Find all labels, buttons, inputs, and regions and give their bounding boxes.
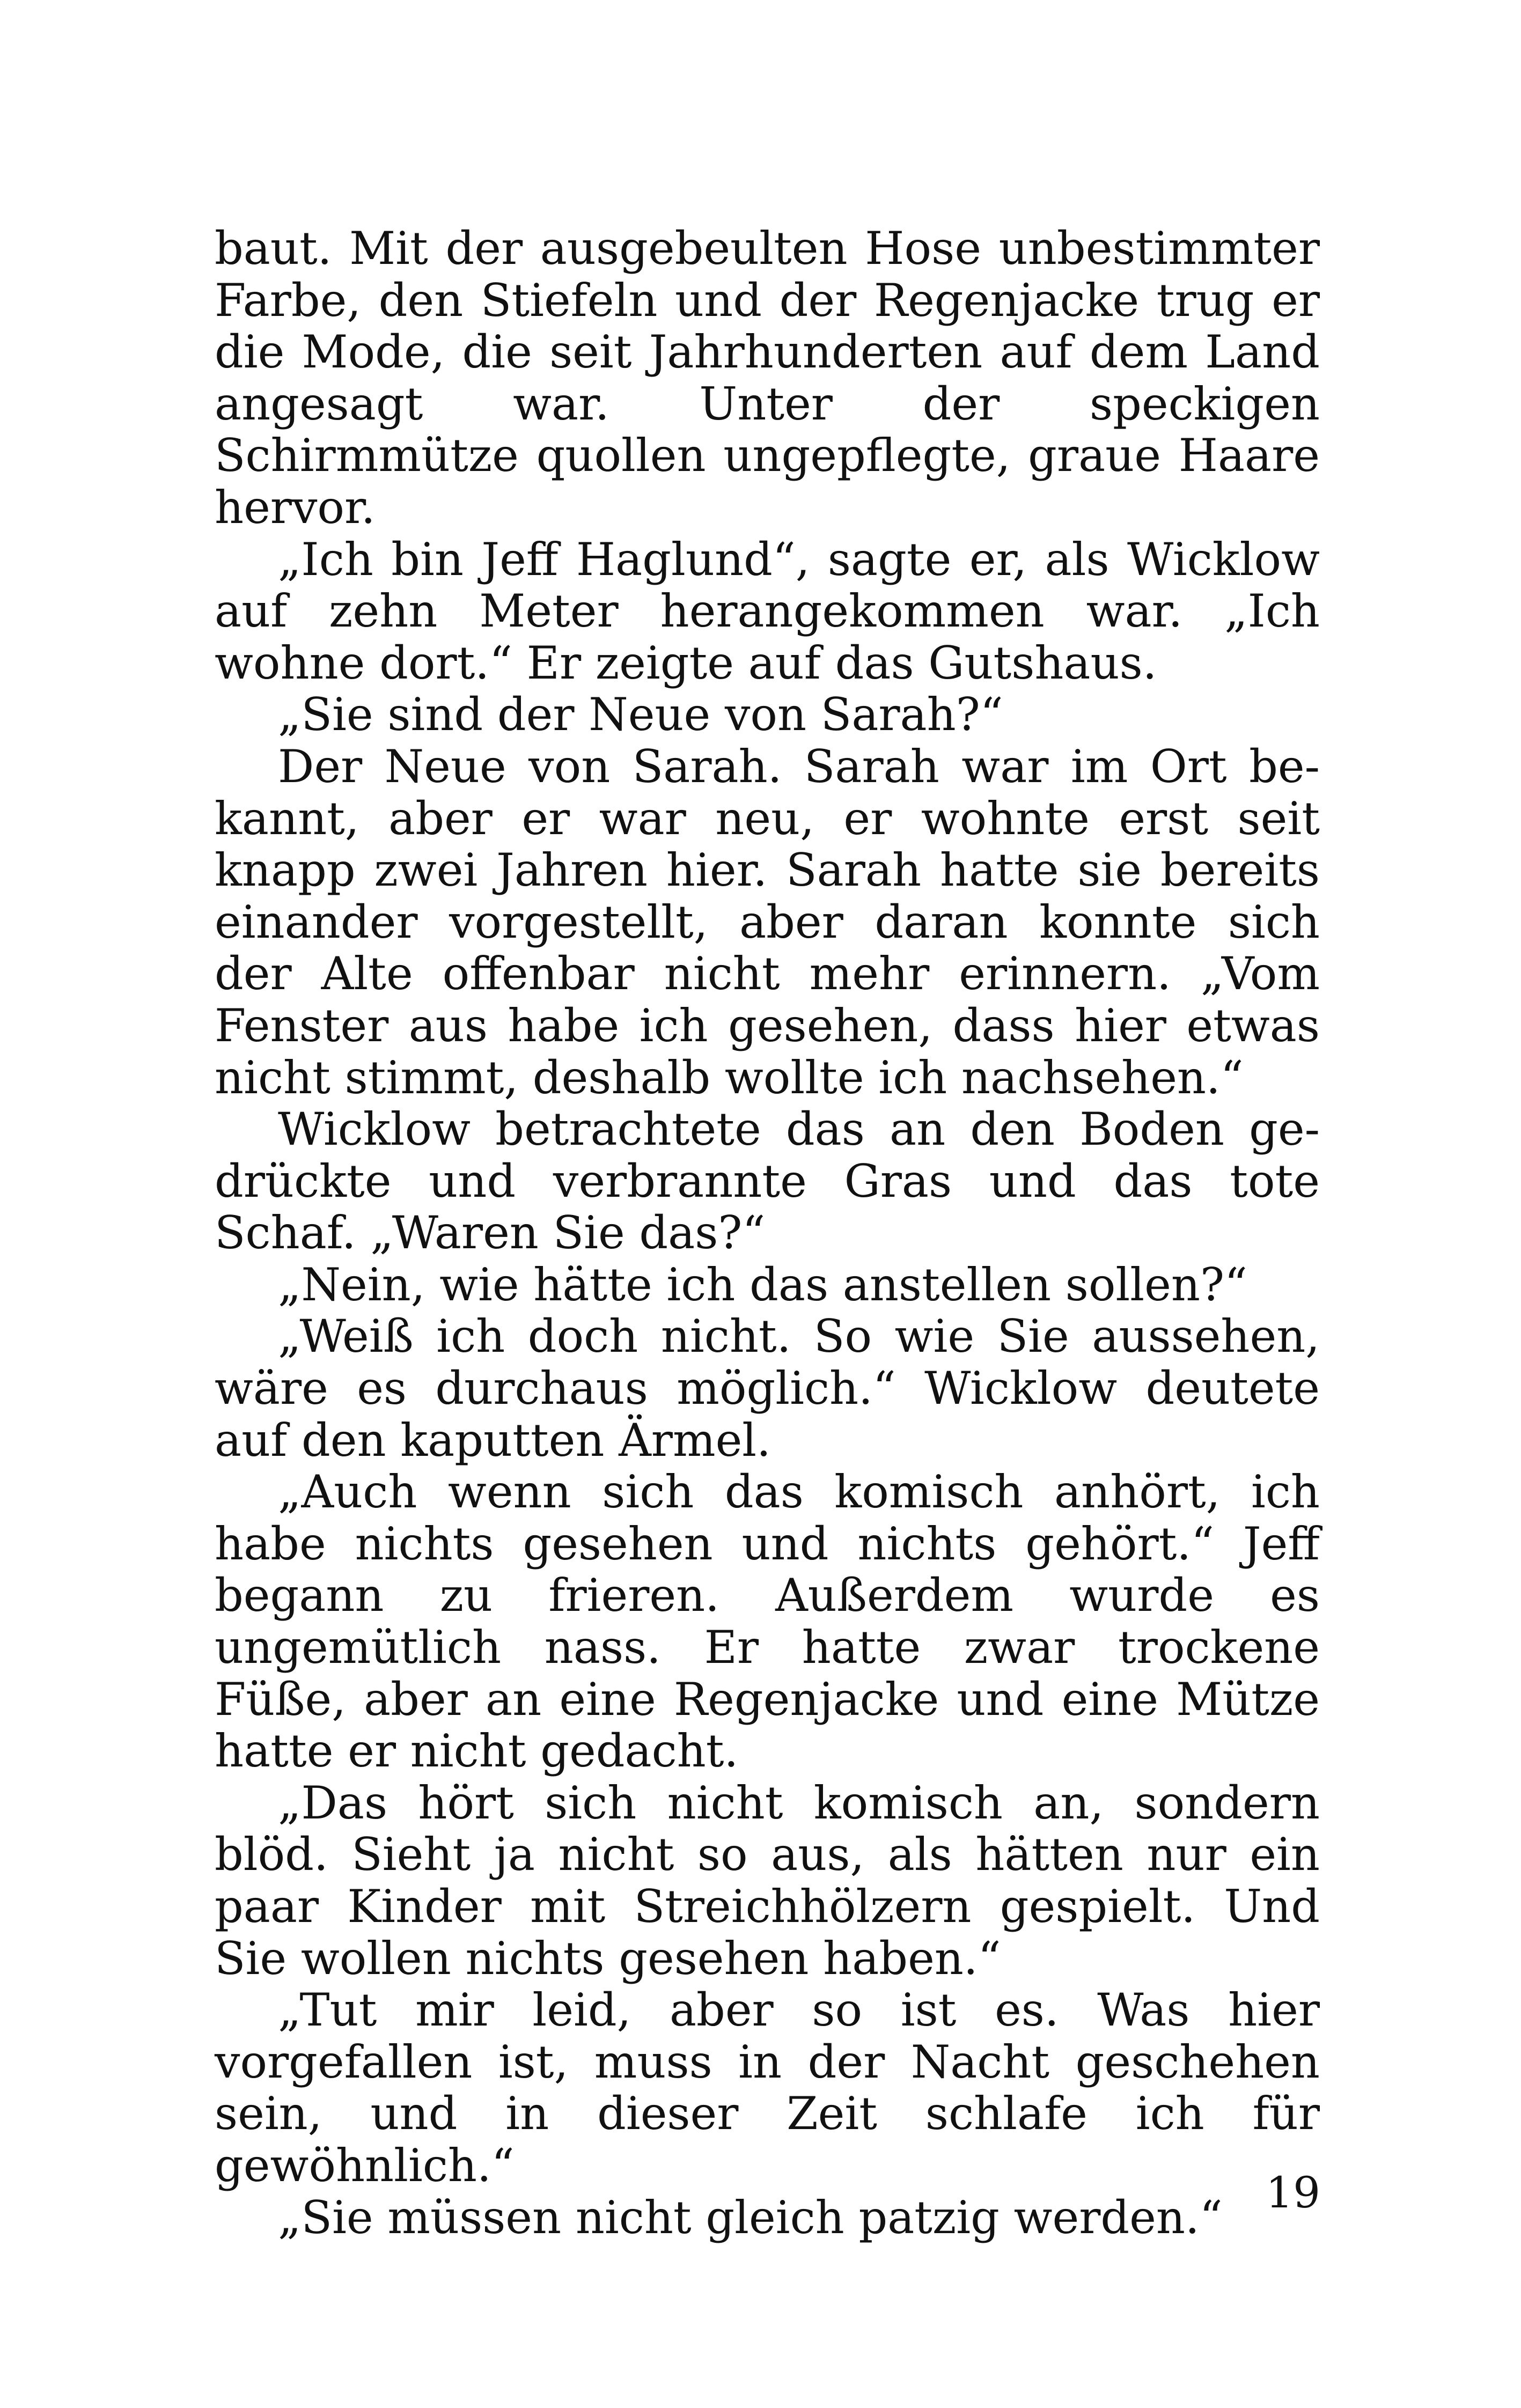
- paragraph: „Weiß ich doch nicht. So wie Sie aussehen, wäre es durchaus möglich.“ Wicklow deutete auf den kaputten Ärmel.: [215, 1310, 1320, 1467]
- paragraph: „Sie müssen nicht gleich patzig werden.“: [278, 2191, 1223, 2244]
- paragraph: baut. Mit der ausgebeulten Hose unbestimmter Farbe, den Stiefeln und der Regenjacke trug er die Mode, die seit Jahrhunderten auf dem Land angesagt war. Unter der speckigen Schirmmütze quollen ungepflegte, graue Haare hervor.: [215, 222, 1320, 534]
- paragraph: „Auch wenn sich das komisch anhört, ich habe nichts gesehen und nichts gehört.“ Jeff begann zu frieren. Außerdem wurde es ungemütlich nass. Er hatte zwar trockene Füße, aber an eine Regenjacke und eine Mütze hatte er nicht gedacht.: [215, 1466, 1320, 1778]
- paragraph: „Das hört sich nicht komisch an, sondern blöd. Sieht ja nicht so aus, als hätten nur ein paar Kinder mit Streichhölzern gespielt. Und Sie wollen nichts gesehen haben.“: [215, 1776, 1320, 1985]
- paragraph: „Ich bin Jeff Haglund“, sagte er, als Wicklow auf zehn Meter herangekommen war. „Ich wohne dort.“ Er zeigte auf das Gutshaus.: [215, 533, 1320, 689]
- paragraph: „Nein, wie hätte ich das anstellen sollen?“: [278, 1258, 1247, 1311]
- paragraph: Wicklow betrachtete das an den Boden gedrückte und verbrannte Gras und das tote Schaf. „Waren Sie das?“: [215, 1103, 1320, 1260]
- paragraph: Der Neue von Sarah. Sarah war im Ort bekannt, aber er war neu, er wohnte erst seit knapp zwei Jahren hier. Sarah hatte sie bereits einander vorgestellt, aber daran konnte sich der Alte offenbar nicht mehr erinnern. „Vom Fenster aus habe ich gesehen, dass hier etwas nicht stimmt, deshalb wollte ich nachsehen.“: [215, 740, 1320, 1104]
- paragraph: „Sie sind der Neue von Sarah?“: [278, 688, 1003, 741]
- paragraph: „Tut mir leid, aber so ist es. Was hier vorgefallen ist, muss in der Nacht geschehen sein, und in dieser Zeit schlafe ich für gewöhnlich.“: [215, 1984, 1320, 2192]
- body-text: [215, 223, 1320, 2243]
- page-number: 19: [1266, 2168, 1320, 2218]
